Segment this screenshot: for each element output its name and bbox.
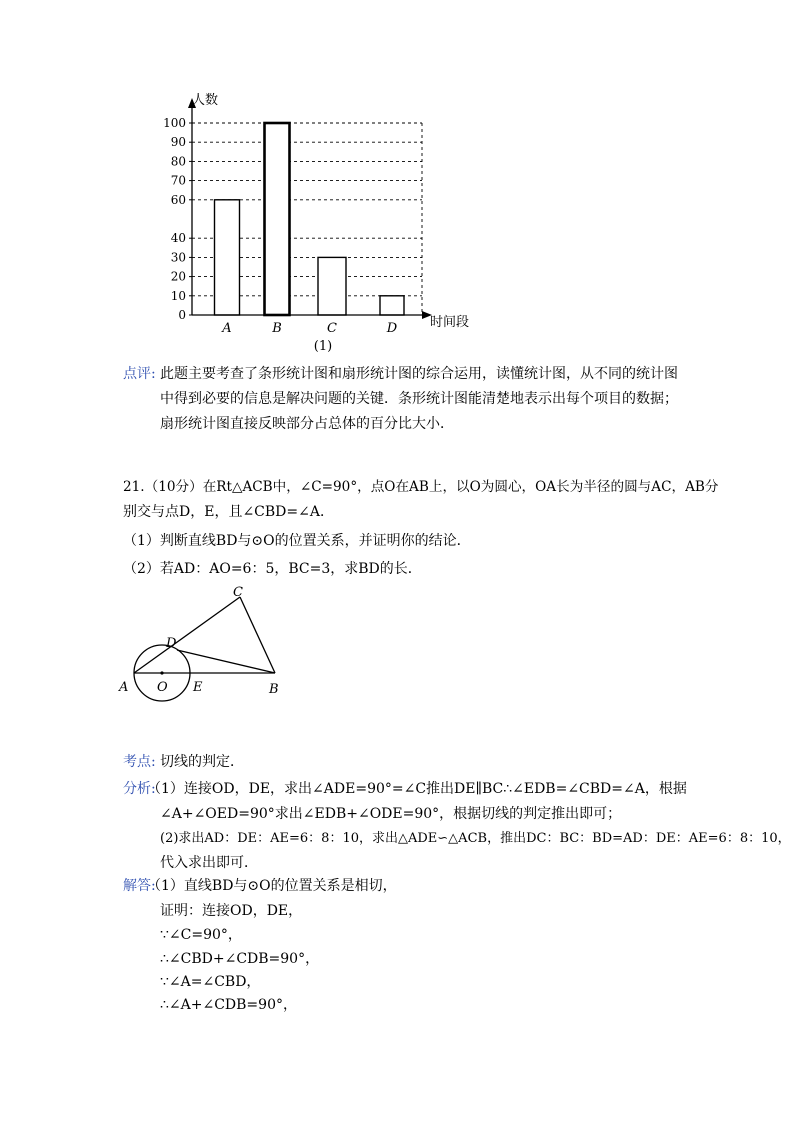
y-tick-label: 0 bbox=[178, 308, 186, 322]
y-tick-label: 40 bbox=[170, 231, 186, 246]
fenxi-line-4: 代入求出即可． bbox=[160, 855, 258, 871]
comment-line-3: 扇形统计图直接反映部分占总体的百分比大小． bbox=[160, 416, 454, 432]
bar-A bbox=[215, 200, 240, 315]
x-tick-label-C: C bbox=[327, 321, 337, 336]
y-tick-label: 90 bbox=[170, 135, 186, 150]
jieda-line-3: ∵∠C=90°， bbox=[160, 927, 242, 943]
label-e: E bbox=[193, 680, 203, 695]
geometry-figure bbox=[115, 585, 295, 715]
x-tick-label-A: A bbox=[222, 321, 232, 336]
center-dot bbox=[160, 671, 163, 674]
chart-ylabel: 人数 bbox=[192, 93, 219, 108]
y-tick-label: 20 bbox=[170, 269, 186, 284]
y-tick-label: 70 bbox=[170, 173, 186, 188]
y-tick-label: 30 bbox=[170, 250, 186, 265]
problem-line-1: 21.（10分）在Rt△ACB中，∠C=90°，点O在AB上，以O为圆心，OA长为半径的圆与AC，AB分 bbox=[123, 479, 719, 495]
y-tick-label: 60 bbox=[170, 192, 186, 207]
fenxi-label: 分析: bbox=[123, 781, 156, 797]
y-tick-label: 80 bbox=[170, 154, 186, 169]
chart-caption: (1) bbox=[313, 339, 333, 354]
jieda-line-5: ∵∠A=∠CBD， bbox=[160, 974, 261, 990]
kaodian-text: 切线的判定． bbox=[160, 754, 244, 770]
fenxi-line-2: ∠A+∠OED=90°求出∠EDB+∠ODE=90°，根据切线的判定推出即可； bbox=[160, 806, 622, 822]
label-a: A bbox=[119, 680, 129, 695]
jieda-line-6: ∴∠A+∠CDB=90°， bbox=[160, 997, 297, 1013]
y-tick-label: 10 bbox=[170, 288, 186, 303]
comment-line-1: 此题主要考查了条形统计图和扇形统计图的综合运用，读懂统计图，从不同的统计图 bbox=[160, 366, 678, 382]
problem-line-2: 别交与点D，E，且∠CBD=∠A． bbox=[123, 504, 334, 520]
chart-bars bbox=[215, 123, 405, 315]
jieda-line-2: 证明：连接OD，DE， bbox=[160, 903, 303, 919]
bar-D bbox=[380, 296, 404, 315]
label-d: D bbox=[166, 636, 177, 651]
x-tick-label-B: B bbox=[272, 321, 282, 336]
x-tick-label-D: D bbox=[386, 321, 398, 336]
jieda-label: 解答: bbox=[123, 878, 156, 894]
jieda-line-1: （1）直线BD与⊙O的位置关系是相切， bbox=[147, 878, 397, 894]
jieda-line-4: ∴∠CBD+∠CDB=90°， bbox=[160, 951, 320, 967]
label-b: B bbox=[269, 682, 279, 697]
comment-line-2: 中得到必要的信息是解决问题的关键．条形统计图能清楚地表示出每个项目的数据； bbox=[160, 391, 678, 407]
fenxi-line-3: (2)求出AD：DE：AE=6：8：10，求出△ADE∽△ACB，推出DC：BC：BD=AD：DE：AE=6：8：10， bbox=[160, 831, 791, 846]
bar-B bbox=[265, 123, 290, 315]
fenxi-line-1: （1）连接OD，DE，求出∠ADE=90°=∠C推出DE∥BC∴∠EDB=∠CBD=∠A，根据 bbox=[147, 781, 687, 797]
bar-C bbox=[318, 257, 346, 315]
label-o: O bbox=[157, 680, 168, 695]
y-tick-label: 100 bbox=[163, 116, 186, 130]
comment-label: 点评: bbox=[123, 366, 156, 382]
kaodian-label: 考点: bbox=[123, 754, 156, 770]
problem-line-4: （2）若AD：AO=6：5，BC=3，求BD的长． bbox=[123, 561, 422, 577]
bar-chart bbox=[150, 88, 490, 358]
segment-db bbox=[177, 650, 275, 673]
label-c: C bbox=[233, 585, 243, 600]
chart-xlabel: 时间段 bbox=[430, 315, 470, 330]
segment-cb bbox=[240, 597, 275, 673]
problem-line-3: （1）判断直线BD与⊙O的位置关系，并证明你的结论． bbox=[123, 533, 471, 549]
